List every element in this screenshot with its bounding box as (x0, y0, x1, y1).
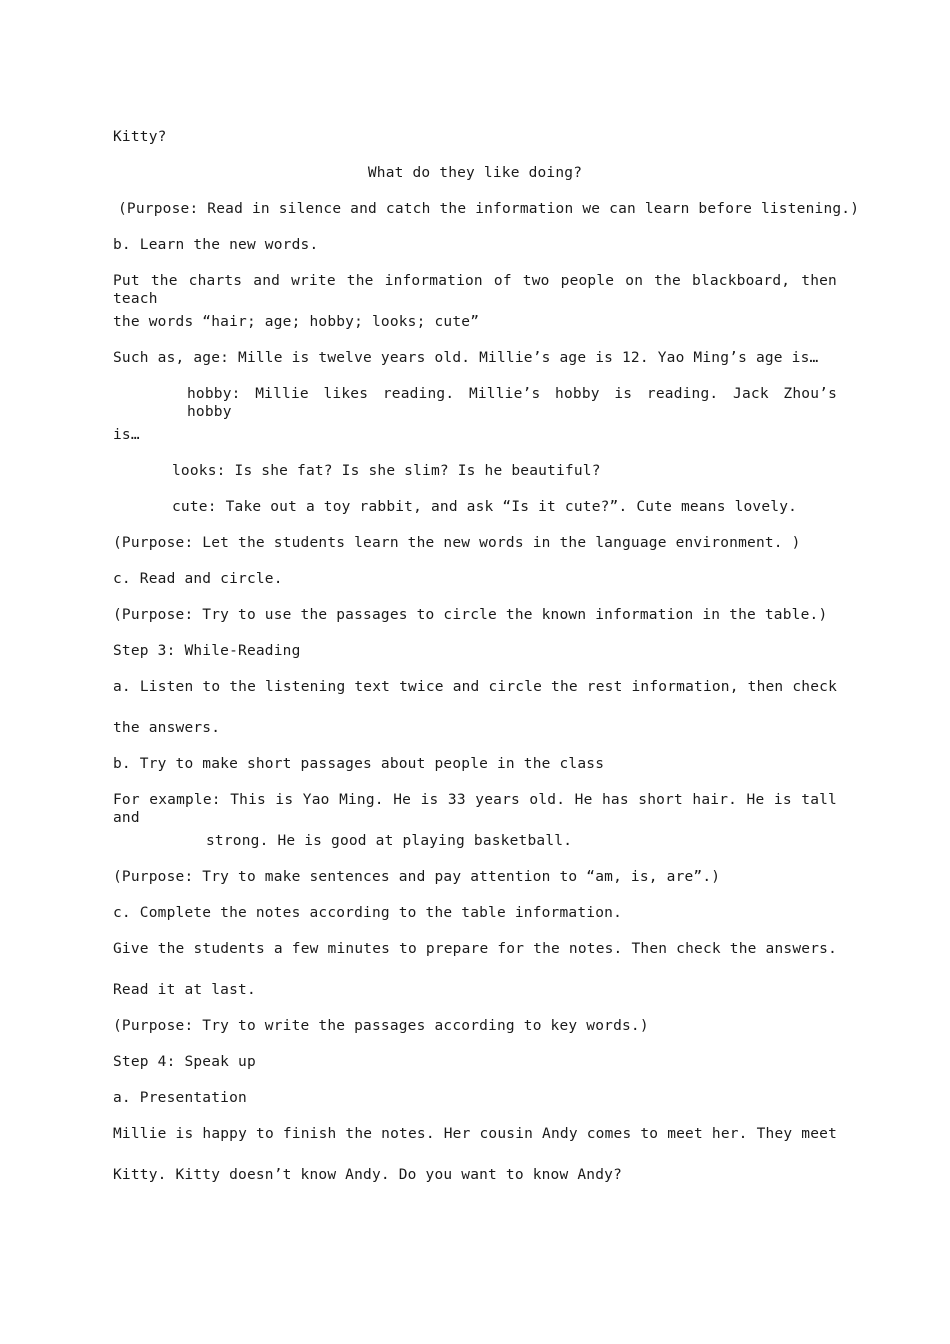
text-line: Put the charts and write the information of two people on the blackboard, then teach (113, 273, 837, 307)
text-line: strong. He is good at playing basketball. (206, 833, 573, 849)
text-line: c. Complete the notes according to the table information. (113, 905, 622, 921)
text-line: looks: Is she fat? Is she slim? Is he beautiful? (172, 463, 601, 479)
text-line: the words “hair; age; hobby; looks; cute” (113, 314, 480, 330)
text-line: a. Listen to the listening text twice and circle the rest information, then check (113, 679, 837, 695)
text-line: b. Try to make short passages about people in the class (113, 756, 605, 772)
text-line: (Purpose: Try to use the passages to circle the known information in the table.) (113, 607, 828, 623)
text-line: (Purpose: Try to write the passages according to key words.) (113, 1018, 649, 1034)
text-line: hobby: Millie likes reading. Millie’s hobby is reading. Jack Zhou’s hobby (187, 386, 837, 420)
text-line: (Purpose: Read in silence and catch the information we can learn before listening.) (118, 201, 860, 217)
text-line: a. Presentation (113, 1090, 247, 1106)
text-line: Step 4: Speak up (113, 1054, 256, 1070)
text-line: Read it at last. (113, 982, 256, 998)
text-line: b. Learn the new words. (113, 237, 319, 253)
text-line: cute: Take out a toy rabbit, and ask “Is it cute?”. Cute means lovely. (172, 499, 798, 515)
text-line: For example: This is Yao Ming. He is 33 years old. He has short hair. He is tall and (113, 792, 837, 826)
text-line: Step 3: While-Reading (113, 643, 301, 659)
text-line: Kitty. Kitty doesn’t know Andy. Do you want to know Andy? (113, 1167, 622, 1183)
text-line: Such as, age: Mille is twelve years old. Millie’s age is 12. Yao Ming’s age is… (113, 350, 819, 366)
text-line: the answers. (113, 720, 221, 736)
text-line: c. Read and circle. (113, 571, 283, 587)
text-line: (Purpose: Let the students learn the new words in the language environment. ) (113, 535, 801, 551)
text-line: Kitty? (113, 129, 167, 145)
text-line: Millie is happy to finish the notes. Her cousin Andy comes to meet her. They meet (113, 1126, 837, 1142)
text-line: is… (113, 427, 140, 443)
text-line: Give the students a few minutes to prepare for the notes. Then check the answers. (113, 941, 837, 957)
text-line: (Purpose: Try to make sentences and pay attention to “am, is, are”.) (113, 869, 721, 885)
text-line: What do they like doing? (367, 165, 583, 181)
